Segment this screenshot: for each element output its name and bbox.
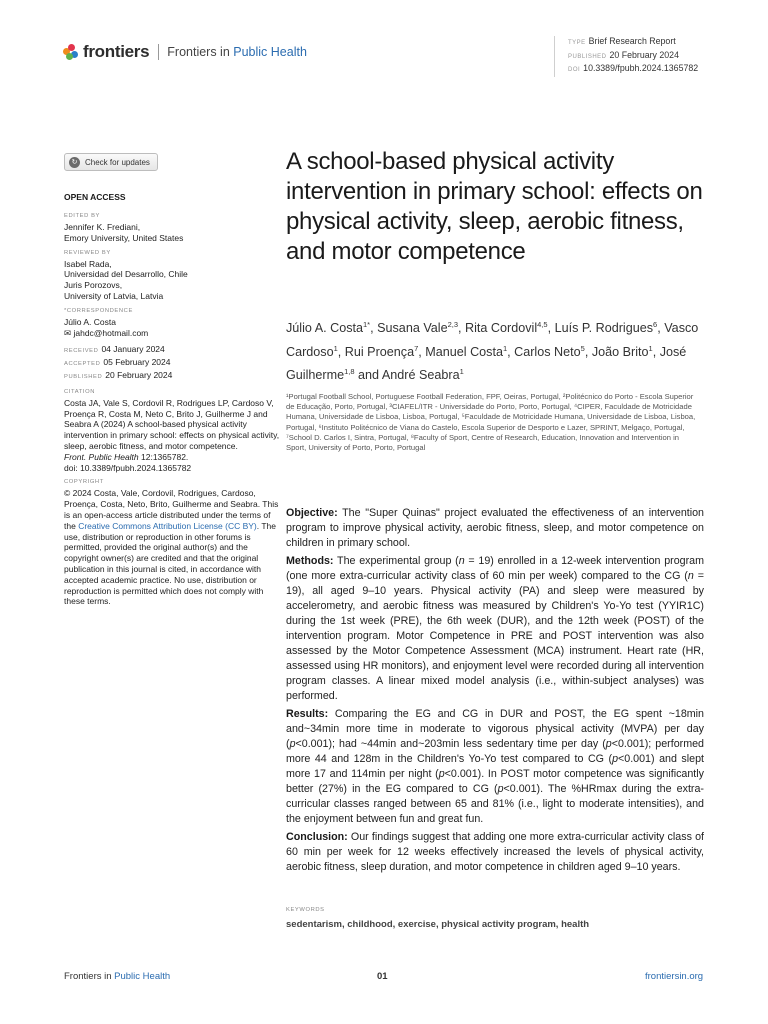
accepted-date: ACCEPTED 05 February 2024 xyxy=(64,357,171,368)
affiliations: ¹Portugal Football School, Portuguese Football Federation, FPF, Oeiras, Portugal, ²Politécnico do Porto - Escola Superior de Educação, Porto, Portugal, ³CIAFEL/ITR - Universidade do Porto, Porto, Portugal, ⁴CIPER, Faculdade de Motricidade Humana, Universidade de Lisboa, Lisboa, Portugal, ⁵Faculdade de Motricidade Humana, Universidade de Lisboa, Lisboa, Portugal, ⁶Instituto Politécnico de Viana do Castelo, Escola Superior de Desporto e Lazer, SPRINT, Melgaço, Portugal, ⁷School D. Carlos I, Sintra, Portugal, ⁸Faculty of Sport, Centre of Research, Education, Innovation and Intervention in Sport, University of Porto, Porto, Portugal xyxy=(286,392,696,453)
author-affiliation-marker: 1 xyxy=(502,343,508,353)
citation-section xyxy=(64,389,284,474)
author[interactable]: Luís P. Rodrigues xyxy=(554,321,654,336)
author-separator: , xyxy=(657,321,665,336)
author-affiliation-marker: 4,5 xyxy=(537,320,548,329)
copyright-heading: COPYRIGHT xyxy=(64,479,104,486)
author-separator: , xyxy=(370,321,378,336)
author-separator: , xyxy=(547,321,555,336)
author-separator: , xyxy=(418,344,426,359)
abstract-methods: Methods: The experimental group (n = 19) enrolled in a 12-week intervention program (one more extra-curricular activity class of 60 min per week) compared to the CG (n = 19), all aged 9–10 years. Physical activity (PA) and sleep were measured by accelerometry, and aerobic fitness was measured by Children's Yo-Yo test (YYIR1C) during the 1st week (PRE), the 6th week (DUR), and the 12th week (POST) of the intervention program. Motor Competence in PRE and POST intervention was also assessed by the Motor Competence Assessment (MCA) instrument. Heart rate (HR, assessed using HR monitors), and enjoyment level were recorded during all intervention program classes. A linear mixed model analysis (i.e., within-subject analyses) was performed. xyxy=(286,555,704,702)
citation-heading: CITATION xyxy=(64,388,95,395)
dates-section xyxy=(64,344,284,382)
reviewed-by-heading: REVIEWED BY xyxy=(64,249,111,256)
meta-published: PUBLISHED 20 February 2024 xyxy=(568,49,679,60)
frontiers-logo[interactable] xyxy=(63,42,307,62)
article-meta xyxy=(554,36,744,77)
author[interactable]: André Seabra xyxy=(381,368,460,383)
author-affiliation-marker: 1 xyxy=(459,367,464,377)
reviewer-name: Juris Porozovs, xyxy=(64,280,123,291)
author[interactable]: Júlio A. Costa xyxy=(286,321,364,336)
author-affiliation-marker: 1,8 xyxy=(344,367,355,377)
edited-by-heading: EDITED BY xyxy=(64,213,101,219)
author-affiliation-marker: 1* xyxy=(363,320,371,329)
citation-doi[interactable]: doi: 10.3389/fpubh.2024.1365782 xyxy=(64,462,192,473)
meta-type: TYPE Brief Research Report xyxy=(568,36,676,46)
footer-journal: Frontiers in Public Health xyxy=(64,971,171,982)
author[interactable]: Carlos Neto xyxy=(514,344,581,359)
editor-affiliation: Emory University, United States xyxy=(64,232,184,243)
author-affiliation-marker: 6 xyxy=(653,320,658,329)
reviewed-by-section xyxy=(64,250,284,302)
author-affiliation-marker: 5 xyxy=(580,343,585,353)
editor-name: Jennifer K. Frediani, xyxy=(64,222,141,232)
abstract-conclusion: Conclusion: Our findings suggest that adding one more extra-curricular activity class of 60 min per week for 12 weeks effectively increased the levels of physical activity, aerobic fitness, sleep duration, and motor competence in children aged 9–10 years. xyxy=(286,831,704,873)
brand-name: frontiers xyxy=(83,42,150,61)
reviewer-name: Isabel Rada, xyxy=(64,258,112,269)
correspondence-section xyxy=(64,308,284,339)
footer-site-link[interactable]: frontiersin.org xyxy=(645,971,704,982)
author[interactable]: Vasco Cardoso xyxy=(286,321,699,359)
author-separator: , xyxy=(652,344,660,359)
mail-icon: ✉ xyxy=(64,327,74,338)
author-affiliation-marker: 1 xyxy=(333,343,338,353)
author-separator: , xyxy=(337,344,345,359)
check-for-updates-label: Check for updates xyxy=(85,157,150,167)
keywords-heading: KEYWORDS xyxy=(286,907,325,913)
author[interactable]: José Guilherme xyxy=(286,344,687,383)
author[interactable]: João Brito xyxy=(591,344,649,359)
author-separator: , xyxy=(458,321,466,336)
journal-name: Frontiers in Public Health xyxy=(167,45,307,59)
abstract-results: Results: Comparing the EG and CG in DUR and POST, the EG spent ~18min and~34min more time in moderate to vigorous physical activity (MVPA) per day (p<0.001); had ~44min and~203min less sedentary time per day (p<0.001); performed more 44 and 128m in the Children's Yo-Yo test compared to CG (p<0.001) and slept more 17 and 114min per night (p<0.001). In POST motor competence was significantly better (27%) in the EG compared to CG (p<0.001). The %HRmax during the extra-curricular classes ranged between 65 and 81% (i.e., light to moderate intensities), and the enjoyment between fun and great fun. xyxy=(286,708,704,825)
keywords: sedentarism, childhood, exercise, physical activity program, health xyxy=(286,919,590,930)
author-affiliation-marker: 1 xyxy=(648,343,653,353)
abstract-objective: Objective: The "Super Quinas" project evaluated the effectiveness of an intervention program to improve physical activity, aerobic fitness, sleep, and motor competence on children in primary school. xyxy=(286,507,704,549)
author[interactable]: Rita Cordovil xyxy=(465,321,538,336)
check-for-updates-button[interactable] xyxy=(64,153,158,171)
page-number: 01 xyxy=(377,971,388,982)
header-divider xyxy=(158,44,159,60)
reviewer-affiliation: Universidad del Desarrollo, Chile xyxy=(64,269,188,280)
refresh-icon: ↻ xyxy=(69,157,80,168)
received-date: RECEIVED 04 January 2024 xyxy=(64,344,165,355)
frontiers-logo-icon xyxy=(63,44,79,60)
citation-text: Costa JA, Vale S, Cordovil R, Rodrigues LP, Cardoso V, Proença R, Costa M, Neto C, Brito J, Guilherme J and Seabra A (2024) A school-based physical activity intervention in primary school: effects on physical activity, sleep, aerobic fitness, and motor competence. xyxy=(64,397,280,451)
author[interactable]: Manuel Costa xyxy=(425,344,503,359)
correspondence-heading: *CORRESPONDENCE xyxy=(64,307,133,314)
edited-by-section xyxy=(64,213,284,244)
open-access-label: OPEN ACCESS xyxy=(64,192,126,202)
abstract xyxy=(286,506,704,878)
author[interactable]: Rui Proença xyxy=(344,344,415,359)
cc-license-link[interactable]: Creative Commons Attribution License (CC BY) xyxy=(78,520,257,531)
reviewer-affiliation: University of Latvia, Latvia xyxy=(64,290,164,301)
author-list xyxy=(286,315,716,386)
copyright-text: © 2024 Costa, Vale, Cordovil, Rodrigues, Cardoso, Proença, Costa, Neto, Brito, Guilherme and Seabra. This is an open-access article distributed under the terms of the Creative Commons Attribution License (CC BY). The use, distribution or reproduction in other forums is permitted, provided the original author(s) and the copyright owner(s) are credited and that the original publication in this journal is cited, in accordance with accepted academic practice. No use, distribution or reproduction is permitted which does not comply with these terms. xyxy=(64,488,279,607)
author-affiliation-marker: 2,3 xyxy=(447,320,459,329)
author-separator: , xyxy=(584,344,592,359)
correspondence-email[interactable]: ✉ jahdc@hotmail.com xyxy=(64,327,149,338)
meta-doi[interactable]: DOI 10.3389/fpubh.2024.1365782 xyxy=(568,63,699,73)
author[interactable]: Susana Vale xyxy=(377,321,448,336)
author-separator: , xyxy=(507,344,515,359)
sidebar xyxy=(64,192,284,613)
published-date: PUBLISHED 20 February 2024 xyxy=(64,369,173,380)
copyright-section xyxy=(64,479,284,607)
correspondence-name: Júlio A. Costa xyxy=(64,316,116,327)
citation-journal: Front. Public Health 12:1365782. xyxy=(64,451,189,462)
author-separator: and xyxy=(354,368,382,383)
article-title: A school-based physical activity intervention in primary school: effects on physical activity, sleep, aerobic fitness, and motor competence xyxy=(286,148,703,265)
author-affiliation-marker: 7 xyxy=(414,343,419,353)
